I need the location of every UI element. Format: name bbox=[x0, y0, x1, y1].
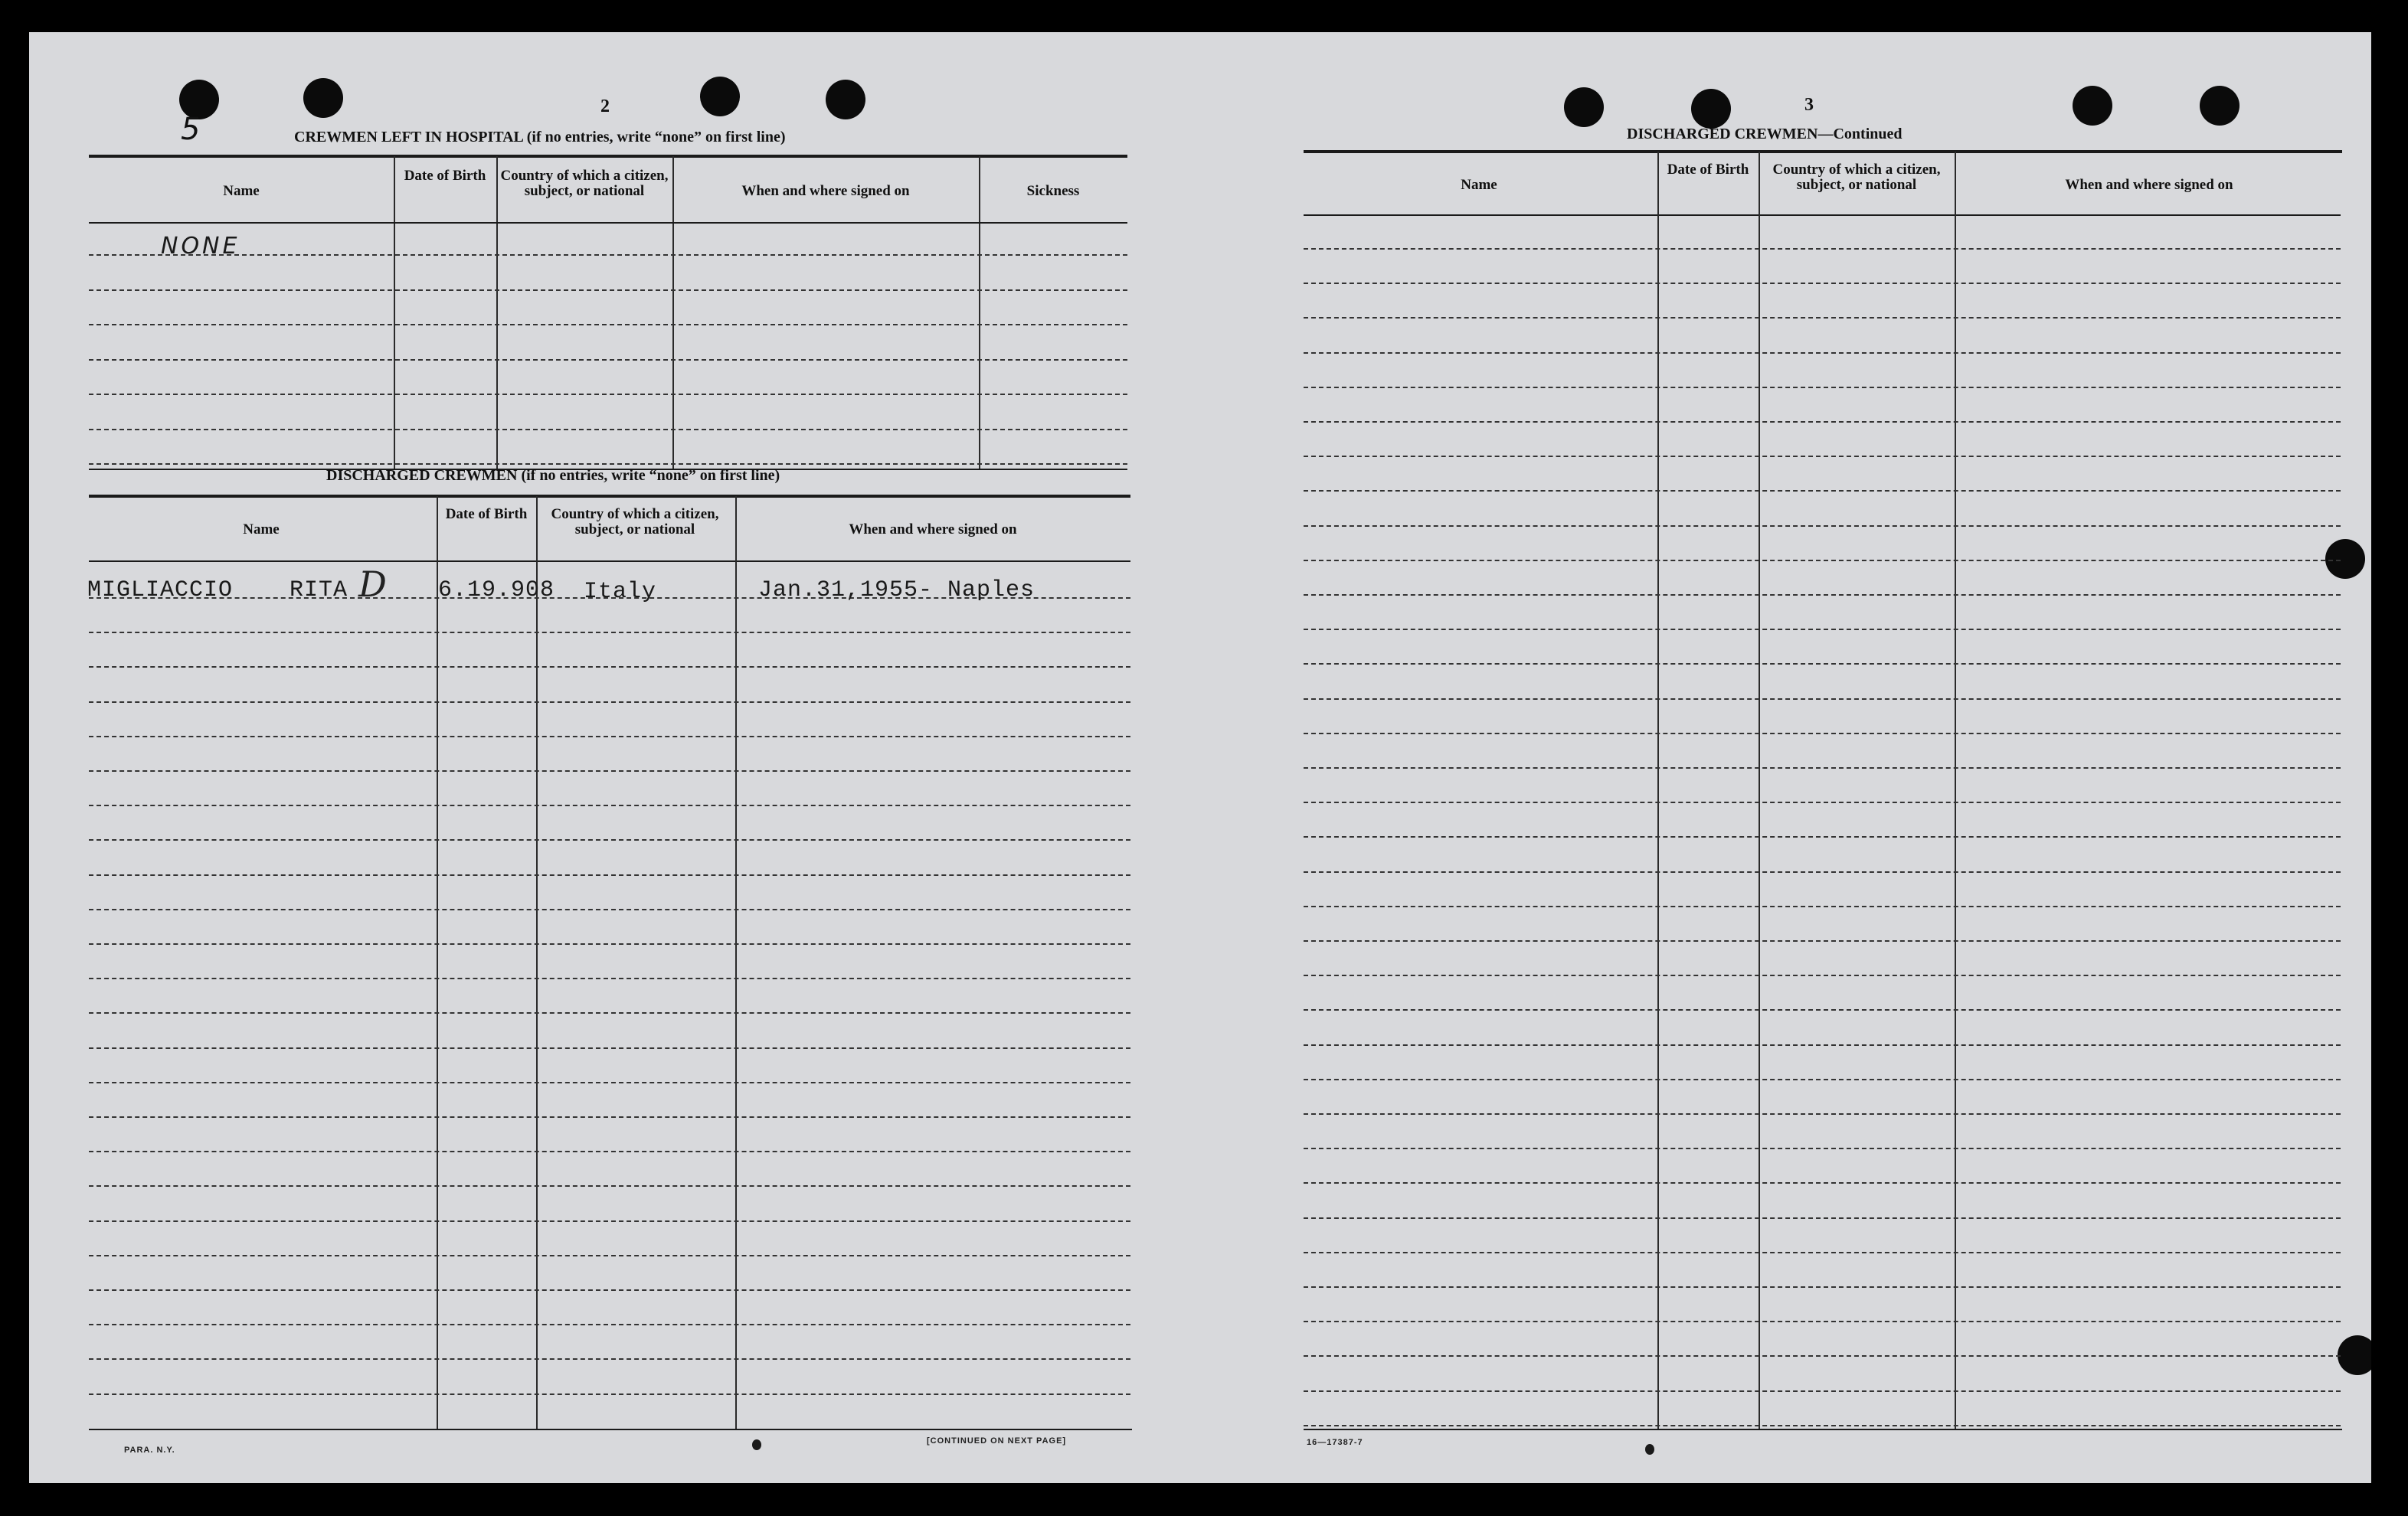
ruled-line bbox=[89, 289, 1127, 291]
printer-mark: PARA. N.Y. bbox=[124, 1446, 175, 1455]
continued-col-signed-on: When and where signed on bbox=[2065, 177, 2233, 193]
ruled-line bbox=[1304, 456, 2341, 457]
continued-note: [CONTINUED ON NEXT PAGE] bbox=[927, 1436, 1067, 1446]
continued-top-rule bbox=[1304, 150, 2342, 153]
column-divider bbox=[1657, 152, 1659, 1429]
ruled-line bbox=[1304, 1355, 2341, 1357]
hospital-section-title: CREWMEN LEFT IN HOSPITAL (if no entries, write “none” on first line) bbox=[294, 129, 786, 145]
ruled-line bbox=[1304, 1425, 2341, 1426]
ruled-line bbox=[1304, 1390, 2341, 1392]
punch-hole bbox=[1564, 87, 1604, 127]
column-divider bbox=[979, 156, 980, 470]
discharged-bottom-rule bbox=[89, 1429, 1132, 1430]
column-divider bbox=[1759, 152, 1760, 1429]
ink-spot bbox=[752, 1439, 761, 1450]
punch-hole bbox=[303, 78, 343, 118]
ruled-line bbox=[1304, 733, 2341, 734]
ruled-line bbox=[89, 943, 1130, 945]
punch-hole bbox=[700, 77, 740, 116]
ruled-line bbox=[89, 1047, 1130, 1049]
hospital-col-signed-on: When and where signed on bbox=[741, 183, 910, 199]
document-sheet bbox=[29, 32, 2371, 1483]
ruled-line bbox=[1304, 594, 2341, 596]
page-number: 2 bbox=[600, 96, 610, 116]
crewman-dob: 6.19.908 bbox=[438, 577, 555, 603]
page-number: 3 bbox=[1804, 95, 1814, 115]
ruled-line bbox=[89, 1324, 1130, 1325]
corner-mark: 5 bbox=[181, 112, 201, 147]
ruled-line bbox=[1304, 629, 2341, 630]
ruled-line bbox=[1304, 317, 2341, 319]
continued-header-rule bbox=[1304, 214, 2341, 216]
ruled-line bbox=[1304, 663, 2341, 665]
hospital-col-name: Name bbox=[223, 183, 260, 199]
crewman-signed-on: Jan.31,1955- Naples bbox=[758, 577, 1036, 603]
column-divider bbox=[672, 156, 674, 470]
ruled-line bbox=[89, 632, 1130, 633]
ruled-line bbox=[1304, 525, 2341, 527]
punch-hole bbox=[2200, 86, 2240, 126]
ruled-line bbox=[1304, 1182, 2341, 1184]
continued-col-dob: Date of Birth bbox=[1667, 162, 1749, 178]
ruled-line bbox=[89, 463, 1127, 465]
ruled-line bbox=[89, 978, 1130, 979]
ruled-line bbox=[1304, 1009, 2341, 1011]
hospital-top-rule bbox=[89, 155, 1127, 158]
ruled-line bbox=[1304, 421, 2341, 423]
discharged-header-rule bbox=[89, 560, 1130, 562]
discharged-section-title: DISCHARGED CREWMEN (if no entries, write “none” on first line) bbox=[326, 467, 780, 484]
ruled-line bbox=[89, 839, 1130, 841]
continued-col-country: Country of which a citizen, subject, or national bbox=[1772, 162, 1941, 193]
crewman-surname: MIGLIACCIO bbox=[87, 577, 234, 603]
column-divider bbox=[1955, 152, 1956, 1429]
ruled-line bbox=[89, 429, 1127, 430]
crewman-given-name: RITA bbox=[290, 577, 348, 603]
page-right bbox=[1209, 32, 2371, 1483]
ruled-line bbox=[1304, 802, 2341, 803]
discharged-col-country: Country of which a citizen, subject, or national bbox=[551, 506, 719, 537]
ruled-line bbox=[1304, 283, 2341, 284]
ruled-line bbox=[89, 805, 1130, 806]
ruled-line bbox=[89, 1358, 1130, 1360]
ink-spot bbox=[1645, 1444, 1654, 1455]
punch-hole bbox=[826, 80, 865, 119]
discharged-col-name: Name bbox=[243, 521, 280, 537]
continued-bottom-rule bbox=[1304, 1429, 2342, 1430]
ruled-line bbox=[1304, 1286, 2341, 1288]
punch-hole bbox=[2338, 1335, 2371, 1375]
ruled-line bbox=[89, 359, 1127, 361]
ruled-line bbox=[1304, 698, 2341, 700]
handwritten-initials: D bbox=[358, 564, 387, 605]
ruled-line bbox=[89, 1116, 1130, 1118]
punch-hole bbox=[1691, 89, 1731, 129]
ruled-line bbox=[1304, 560, 2341, 561]
ruled-line bbox=[89, 1012, 1130, 1014]
punch-hole bbox=[2325, 539, 2365, 579]
ruled-line bbox=[1304, 1217, 2341, 1219]
continued-section-title: DISCHARGED CREWMEN—Continued bbox=[1627, 126, 1903, 142]
ruled-line bbox=[1304, 767, 2341, 769]
ruled-line bbox=[1304, 906, 2341, 907]
discharged-col-signed-on: When and where signed on bbox=[849, 521, 1017, 537]
ruled-line bbox=[89, 254, 1127, 256]
hospital-col-dob: Date of Birth bbox=[404, 168, 486, 184]
hospital-header-rule bbox=[89, 222, 1127, 224]
ruled-line bbox=[89, 909, 1130, 910]
ruled-line bbox=[89, 1393, 1130, 1395]
ruled-line bbox=[1304, 1113, 2341, 1115]
hospital-entry-none: NONE bbox=[161, 233, 240, 260]
ruled-line bbox=[89, 1255, 1130, 1256]
ruled-line bbox=[89, 1082, 1130, 1083]
discharged-top-rule bbox=[89, 495, 1130, 498]
ruled-line bbox=[1304, 352, 2341, 354]
column-divider bbox=[496, 156, 498, 470]
ruled-line bbox=[89, 1289, 1130, 1291]
ruled-line bbox=[1304, 1321, 2341, 1322]
punch-hole bbox=[2073, 86, 2112, 126]
form-number: 16—17387-7 bbox=[1307, 1438, 1363, 1447]
ruled-line bbox=[89, 1220, 1130, 1222]
ruled-line bbox=[1304, 836, 2341, 838]
ruled-line bbox=[1304, 940, 2341, 942]
ruled-line bbox=[1304, 871, 2341, 873]
page-left bbox=[29, 32, 1209, 1483]
ruled-line bbox=[1304, 975, 2341, 976]
ruled-line bbox=[89, 394, 1127, 395]
ruled-line bbox=[1304, 1148, 2341, 1149]
ruled-line bbox=[1304, 1079, 2341, 1080]
ruled-line bbox=[1304, 1044, 2341, 1046]
ruled-line bbox=[89, 1151, 1130, 1152]
ruled-line bbox=[89, 736, 1130, 737]
hospital-col-sickness: Sickness bbox=[1026, 183, 1080, 199]
discharged-col-dob: Date of Birth bbox=[445, 506, 528, 522]
ruled-line bbox=[1304, 387, 2341, 388]
ruled-line bbox=[89, 701, 1130, 703]
continued-col-name: Name bbox=[1461, 177, 1497, 193]
ruled-line bbox=[89, 666, 1130, 668]
ruled-line bbox=[1304, 490, 2341, 492]
ruled-line bbox=[89, 1185, 1130, 1187]
crewman-country: Italy bbox=[584, 579, 657, 605]
ruled-line bbox=[89, 324, 1127, 325]
ruled-line bbox=[1304, 1252, 2341, 1253]
hospital-col-country: Country of which a citizen, subject, or national bbox=[500, 168, 669, 199]
column-divider bbox=[394, 156, 395, 470]
ruled-line bbox=[89, 874, 1130, 876]
ruled-line bbox=[1304, 248, 2341, 250]
ruled-line bbox=[89, 770, 1130, 772]
